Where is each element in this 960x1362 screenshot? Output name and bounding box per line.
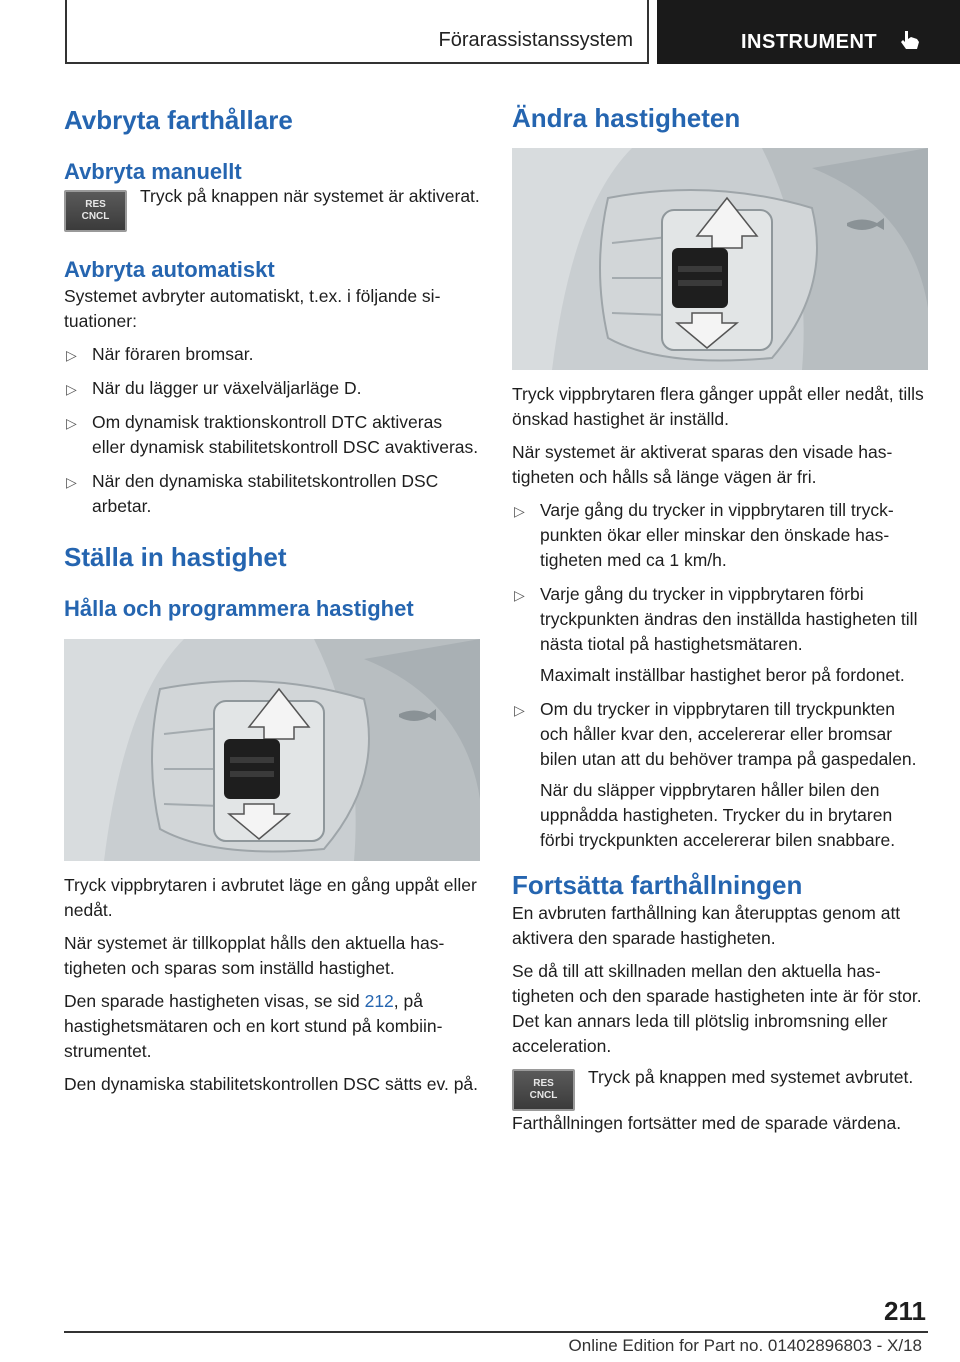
res-cncl-button-icon: RES CNCL [64,190,127,232]
footer-edition: Online Edition for Part no. 01402896803 - X/18 [568,1336,922,1355]
header-section-tab [65,0,649,64]
resume-button-text: Tryck på knappen med systemet avbrutet. [588,1067,914,1087]
hold-p4: Den dynamiska stabilitetskontrollen DSC sätts ev. på. [64,1074,479,1094]
hold-p1: Tryck vippbrytaren i avbrutet läge en gång uppåt eller nedåt. [64,875,477,920]
change-list [512,498,928,853]
list-item: ▷ Om du trycker in vippbrytaren till tryckpunkten och håller kvar den, accelererar eller bromsar bilen utan att du behöver trampa på gaspedalen. När du släpper vippbrytaren håller bilen den uppnådda hastigheten. Trycker du in brytaren förbi tryckpunkten accelererar bilen snabbare. [514,699,917,850]
change-p1: Tryck vippbrytaren flera gånger uppåt eller nedåt, tills önskad hastighet är inställd. [512,384,924,429]
page-number: 211 [884,1296,926,1326]
footer-rule [64,1331,928,1333]
header-chapter-tab [657,0,960,64]
manual-cancel-text: Tryck på knappen när systemet är aktiverat. [140,186,480,206]
auto-intro: Systemet avbryter automatiskt, t.ex. i följande situationer: [64,286,441,331]
hold-p2: När systemet är tillkopplat hålls den aktuella hastigheten och sparas som inställd hastighet. [64,933,445,978]
left-column [64,102,480,1105]
res-cncl-button-icon: RES CNCL [512,1069,575,1111]
resume-p1: En avbruten farthållning kan återupptas genom att aktivera den sparade hastigheten. [512,903,901,948]
heading-change-speed: Ändra hastigheten [512,103,741,133]
triangle-bullet-icon: ▷ [66,381,77,397]
change-p2: När systemet är aktiverat sparas den visade hastigheten och hålls så länge vägen är fri. [512,442,893,487]
list-item: ▷ När den dynamiska stabilitetskontrollen DSC arbetar. [66,471,439,516]
heading-set-speed: Ställa in hastighet [64,542,287,572]
list-item: ▷ När du lägger ur växelväljarläge D. [64,376,480,401]
auto-cancel-list [64,342,480,519]
right-column [512,102,928,1144]
hold-p3: Den sparade hastigheten visas, se sid 212, på hastighetsmätaren och en kort stund på kombiinstrumentet. [64,991,443,1061]
triangle-bullet-icon: ▷ [514,503,525,519]
resume-p2: Se då till att skillnaden mellan den aktuella hastigheten och den sparade hastigheten inte är för stor. Det kan annars leda till plötslig inbromsning eller acceleration. [512,961,922,1056]
triangle-bullet-icon: ▷ [514,702,525,718]
triangle-bullet-icon: ▷ [66,347,77,363]
triangle-bullet-icon: ▷ [514,587,525,603]
list-item: ▷ Varje gång du trycker in vippbrytaren förbi tryckpunkten ändras den inställda hastigheten till nästa tiotal på hastighetsmätaren. Maximalt inställbar hastighet beror på fordonet. [514,584,918,685]
resume-button-row [512,1067,928,1111]
triangle-bullet-icon: ▷ [66,415,77,431]
heading-cancel-manual: Avbryta manuellt [64,159,242,184]
header-chapter-title: INSTRUMENT [741,31,878,53]
resume-p3: Farthållningen fortsätter med de sparade värdena. [512,1113,902,1133]
heading-resume: Fortsätta farthållningen [512,870,803,900]
heading-cancel-auto: Avbryta automatiskt [64,257,275,282]
heading-hold-speed: Hålla och programmera hastighet [64,596,414,621]
page-link-212[interactable]: 212 [364,991,394,1011]
steering-hand-icon [897,27,923,53]
list-item: ▷ Om dynamisk traktionskontroll DTC aktiveras eller dynamisk stabilitetskontroll DSC avaktiveras. [66,412,479,457]
manual-cancel-row [64,188,480,232]
steering-switch-photo [64,639,480,861]
heading-cancel: Avbryta farthållare [64,105,293,135]
header-section-title: Förarassistanssystem [438,29,633,51]
list-item: ▷ Varje gång du trycker in vippbrytaren till tryckpunkten ökar eller minskar den önskade hastigheten med ca 1 km/h. [514,500,894,570]
list-item: ▷ När föraren bromsar. [64,342,480,367]
steering-switch-photo-2 [512,148,928,370]
triangle-bullet-icon: ▷ [66,474,77,490]
